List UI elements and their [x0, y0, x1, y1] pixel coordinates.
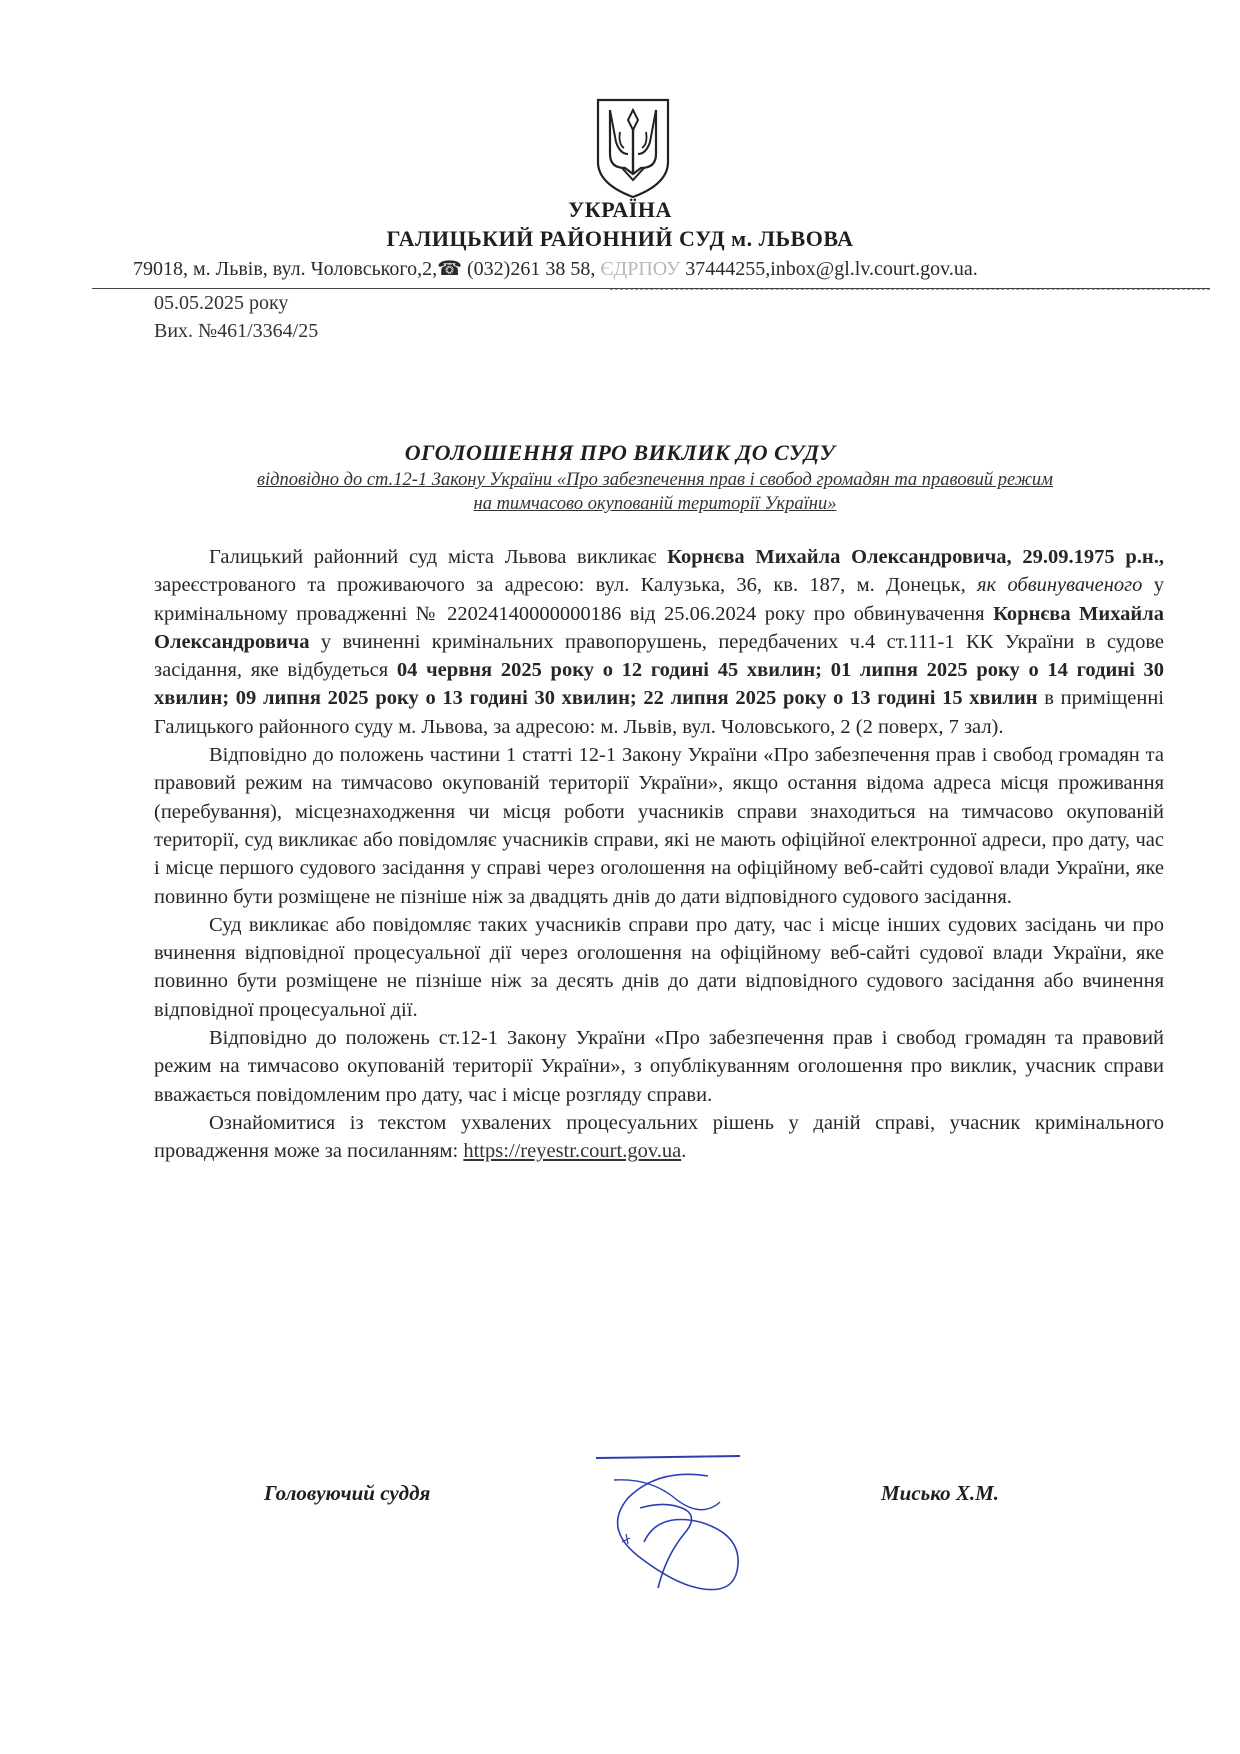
summons-paragraph	[154, 543, 1164, 741]
court-address: 79018, м. Львів, вул. Чоловського,2,	[133, 258, 438, 280]
country-heading: УКРАЇНА	[568, 197, 672, 222]
court-edrpou-email: 37444255,inbox@gl.lv.court.gov.ua.	[685, 258, 978, 280]
court-name-heading: ГАЛИЦЬКИЙ РАЙОННИЙ СУД м. ЛЬВОВА	[386, 226, 854, 251]
defendant-name: Корнєва Михайла Олександровича	[154, 602, 1164, 653]
edrpou-label: ЄДРПОУ	[600, 258, 681, 280]
notification-paragraph: Суд викликає або повідомляє таких учасників справи про дату, час і місце інших судових засідань чи про вчинення відповідної процесуальної дії через оголошення на офіційному веб-сайті судової влади України, яке повинно бути розміщене не пізніше ніж за десять днів до дати відповідного судового засідання або вчинення відповідної процесуальної дії.	[154, 913, 1164, 1021]
court-address-line	[133, 256, 978, 281]
paragraph-text: зареєстрованого та проживаючого за адресою: вул. Калузька, 36, кв. 187, м. Донецьк,	[154, 574, 978, 597]
document-title: ОГОЛОШЕННЯ ПРО ВИКЛИК ДО СУДУ	[404, 440, 836, 465]
paragraph-text: Ознайомитися із текстом ухвалених процесуальних рішень у даній справі, учасник кримінального провадження може за посиланням:	[154, 1111, 1164, 1163]
judge-name: Мисько Х.М.	[881, 1481, 1000, 1505]
legal-basis-paragraph: Відповідно до положень частини 1 статті 12-1 Закону України «Про забезпечення прав і свобод громадян та правовий режим на тимчасово окупованій території України», якщо остання відома адреса місця проживання (перебування), місцезнаходження чи місця роботи учасників справи знаходиться на тимчасово окупованій території, суд викликає або повідомляє учасників справи, які не мають офіційної електронної адреси, про дату, час і місце першого судового засідання у справі через оголошення на офіційному веб-сайті судової влади України, яке повинно бути розміщене не пізніше ніж за двадцять днів до дати відповідного судового засідання.	[154, 744, 1164, 908]
paragraph-text: у кримінальному провадженні № 22024140000000186 від 25.06.2024 року про обвинувачення	[154, 574, 1164, 625]
phone-icon: ☎	[437, 258, 463, 280]
court-registry-link[interactable]: https://reyestr.court.gov.ua	[463, 1140, 682, 1163]
hearing-dates: 04 червня 2025 року о 12 годині 45 хвилин; 01 липня 2025 року о 14 годині 30 хвилин; 09 липня 2025 року о 13 годині 30 хвилин; 22 липня 2025 року о 13 годині 15 хвилин	[154, 659, 1164, 710]
notification-effect-paragraph: Відповідно до положень ст.12-1 Закону України «Про забезпечення прав і свобод громадян та правовий режим на тимчасово окупованій території України», з опублікуванням оголошення про виклик, учасник справи вважається повідомленим про дату, час і місце розгляду справи.	[154, 1027, 1164, 1106]
document-subtitle-line-2: на тимчасово окупованій території України»	[473, 494, 837, 514]
document-subtitle-line-1: відповідно до ст.12-1 Закону України «Про забезпечення прав і свобод громадян та правовий режим	[256, 470, 1053, 490]
procedural-status: як обвинуваченого	[977, 574, 1143, 597]
paragraph-text: у вчиненні кримінальних правопорушень, передбачених ч.4 ст.111-1 КК України в судове засідання, яке відбудеться	[154, 630, 1164, 682]
document-body	[154, 543, 1164, 1166]
document-date: 05.05.2025 року	[154, 292, 289, 314]
paragraph-text: Галицький районний суд міста Львова викликає	[209, 546, 668, 568]
judge-title-label: Головуючий суддя	[264, 1481, 431, 1505]
paragraph-text: в приміщенні Галицького районного суду м. Львова, за адресою: м. Львів, вул. Чоловського, 2 (2 поверх, 7 зал).	[154, 687, 1164, 738]
outgoing-number: Вих. №461/3364/25	[154, 320, 319, 342]
header-divider-dashed	[610, 289, 1210, 290]
signature-mark	[588, 1438, 828, 1603]
court-phone: (032)261 38 58,	[467, 258, 596, 280]
defendant-name-dob: Корнєва Михайла Олександровича, 29.09.1975 р.н.,	[667, 546, 1164, 568]
paragraph-text: .	[681, 1140, 687, 1163]
registry-link-paragraph	[154, 1109, 1164, 1166]
trident-emblem-icon	[592, 96, 674, 200]
